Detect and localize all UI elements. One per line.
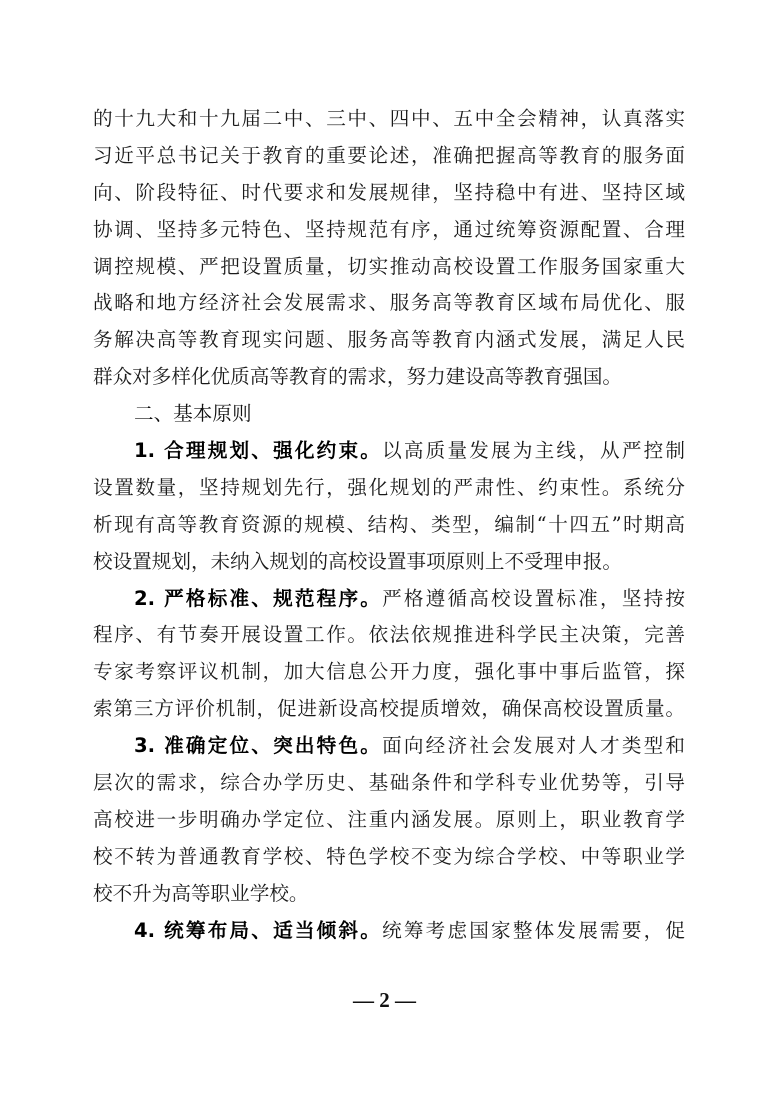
text-line: 专家考察评议机制，加大信息公开力度，强化事中事后监管，探 <box>93 660 685 684</box>
text-line: 务解决高等教育现实问题、服务高等教育内涵式发展，满足人民 <box>93 328 685 352</box>
text-line: 析现有高等教育资源的规模、结构、类型，编制“十四五”时期高 <box>93 512 685 536</box>
principle-title: 1. 合理规划、强化约束。 <box>134 439 383 463</box>
text-line: 校设置规划，未纳入规划的高校设置事项原则上不受理申报。 <box>93 549 623 573</box>
document-page-body <box>93 101 685 949</box>
text-line: 群众对多样化优质高等教育的需求，努力建设高等教育强国。 <box>93 365 623 389</box>
text-line: 校不转为普通教育学校、特色学校不变为综合学校、中等职业学 <box>93 844 685 868</box>
principle-text: 以高质量发展为主线，从严控制 <box>382 439 685 463</box>
principle-title: 2. 严格标准、规范程序。 <box>134 586 383 610</box>
section-heading: 二、基本原则 <box>134 402 252 426</box>
text-line: 设置数量，坚持规划先行，强化规划的严肃性、约束性。系统分 <box>93 475 685 499</box>
text-line: 调控规模、严把设置质量，切实推动高校设置工作服务国家重大 <box>93 254 685 278</box>
text-line: 层次的需求，综合办学历史、基础条件和学科专业优势等，引导 <box>93 771 685 795</box>
text-line: 战略和地方经济社会发展需求、服务高等教育区域布局优化、服 <box>93 291 685 315</box>
text-line: 协调、坚持多元特色、坚持规范有序，通过统筹资源配置、合理 <box>93 217 685 241</box>
principle-2 <box>93 581 685 729</box>
intro-paragraph <box>93 101 685 396</box>
principle-title: 4. 统筹布局、适当倾斜。 <box>134 918 383 942</box>
text-line: 校不升为高等职业学校。 <box>93 881 309 905</box>
principle-title: 3. 准确定位、突出特色。 <box>134 734 383 758</box>
principle-first-line <box>93 433 685 470</box>
text-line: 习近平总书记关于教育的重要论述，准确把握高等教育的服务面 <box>93 143 685 167</box>
text-line: 高校进一步明确办学定位、注重内涵发展。原则上，职业教育学 <box>93 807 685 831</box>
page-number: — 2 — <box>353 988 416 1012</box>
text-line: 程序、有节奏开展设置工作。依法依规推进科学民主决策，完善 <box>93 623 685 647</box>
principle-3 <box>93 728 685 912</box>
principle-text: 面向经济社会发展对人才类型和 <box>382 734 685 758</box>
principle-first-line <box>93 581 685 618</box>
principle-text: 严格遵循高校设置标准，坚持按 <box>382 586 685 610</box>
text-line: 的十九大和十九届二中、三中、四中、五中全会精神，认真落实 <box>93 107 685 130</box>
text-line: 向、阶段特征、时代要求和发展规律，坚持稳中有进、坚持区域 <box>93 180 685 204</box>
principle-first-line <box>93 913 685 950</box>
text-line: 索第三方评价机制，促进新设高校提质增效，确保高校设置质量。 <box>93 697 685 721</box>
principle-first-line <box>93 728 685 765</box>
principle-4 <box>93 913 685 950</box>
principle-1 <box>93 433 685 581</box>
principle-text: 统筹考虑国家整体发展需要，促 <box>382 918 685 942</box>
